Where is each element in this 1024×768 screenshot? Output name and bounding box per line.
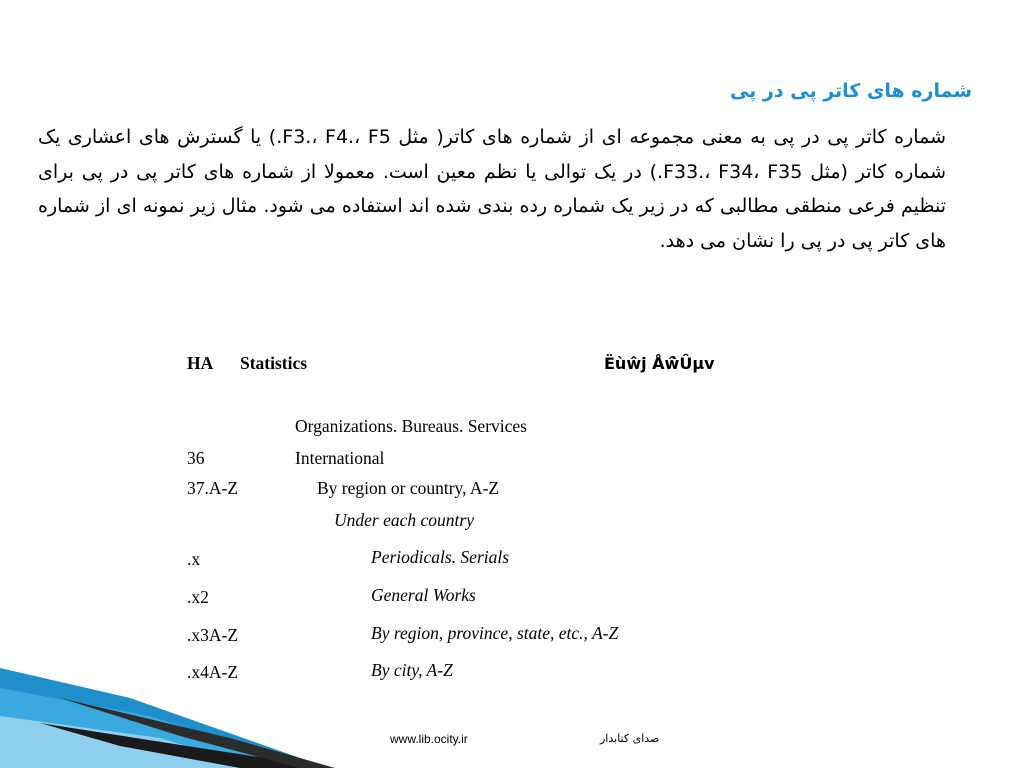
row-caption: By region or country, A-Z [317, 478, 500, 498]
row-number: .x [187, 549, 201, 569]
section-title: Organizations. Bureaus. Services [295, 416, 527, 436]
slide-heading: شماره های کاتر پی در پی [729, 80, 972, 102]
row-caption: By city, A-Z [371, 660, 453, 680]
footer-name: صدای کتابدار [600, 732, 660, 745]
row-caption: International [295, 448, 385, 468]
subheading-note: Under each country [334, 510, 474, 530]
footer-url: www.lib.ocity.ir [390, 732, 468, 746]
class-code: HA [187, 353, 214, 373]
row-number: .x2 [187, 587, 209, 607]
row-number: .x4A-Z [187, 662, 239, 682]
row-number: .x3A-Z [187, 625, 239, 645]
row-caption: By region, province, state, etc., A-Z [371, 623, 619, 643]
slide-paragraph: شماره کاتر پی در پی به معنی مجموعه ای از شماره های کاتر( مثل F3.، F4.، F5.) یا گسترش های اعشاری یک شماره کاتر (مثل F33.، F34، F35.) در یک توالی یا نظم معین است. معمولا از شماره های کاتر پی در پی برای تنظیم فرعی منطقی مطالبی که در زیر یک شماره رده بندی شده اند استفاده می شود. مثال زیر نمونه ای از شماره های کاتر پی در پی را نشان می دهد. [38, 126, 947, 252]
row-caption: Periodicals. Serials [371, 547, 510, 567]
corner-wave-decoration [0, 628, 400, 768]
garbled-header-text: Ëùŵj Åŵ̀Ûµv [604, 354, 715, 373]
row-number: 37.A-Z [187, 478, 239, 498]
row-caption: General Works [371, 585, 476, 605]
class-title: Statistics [240, 353, 308, 373]
row-number: 36 [187, 448, 205, 468]
